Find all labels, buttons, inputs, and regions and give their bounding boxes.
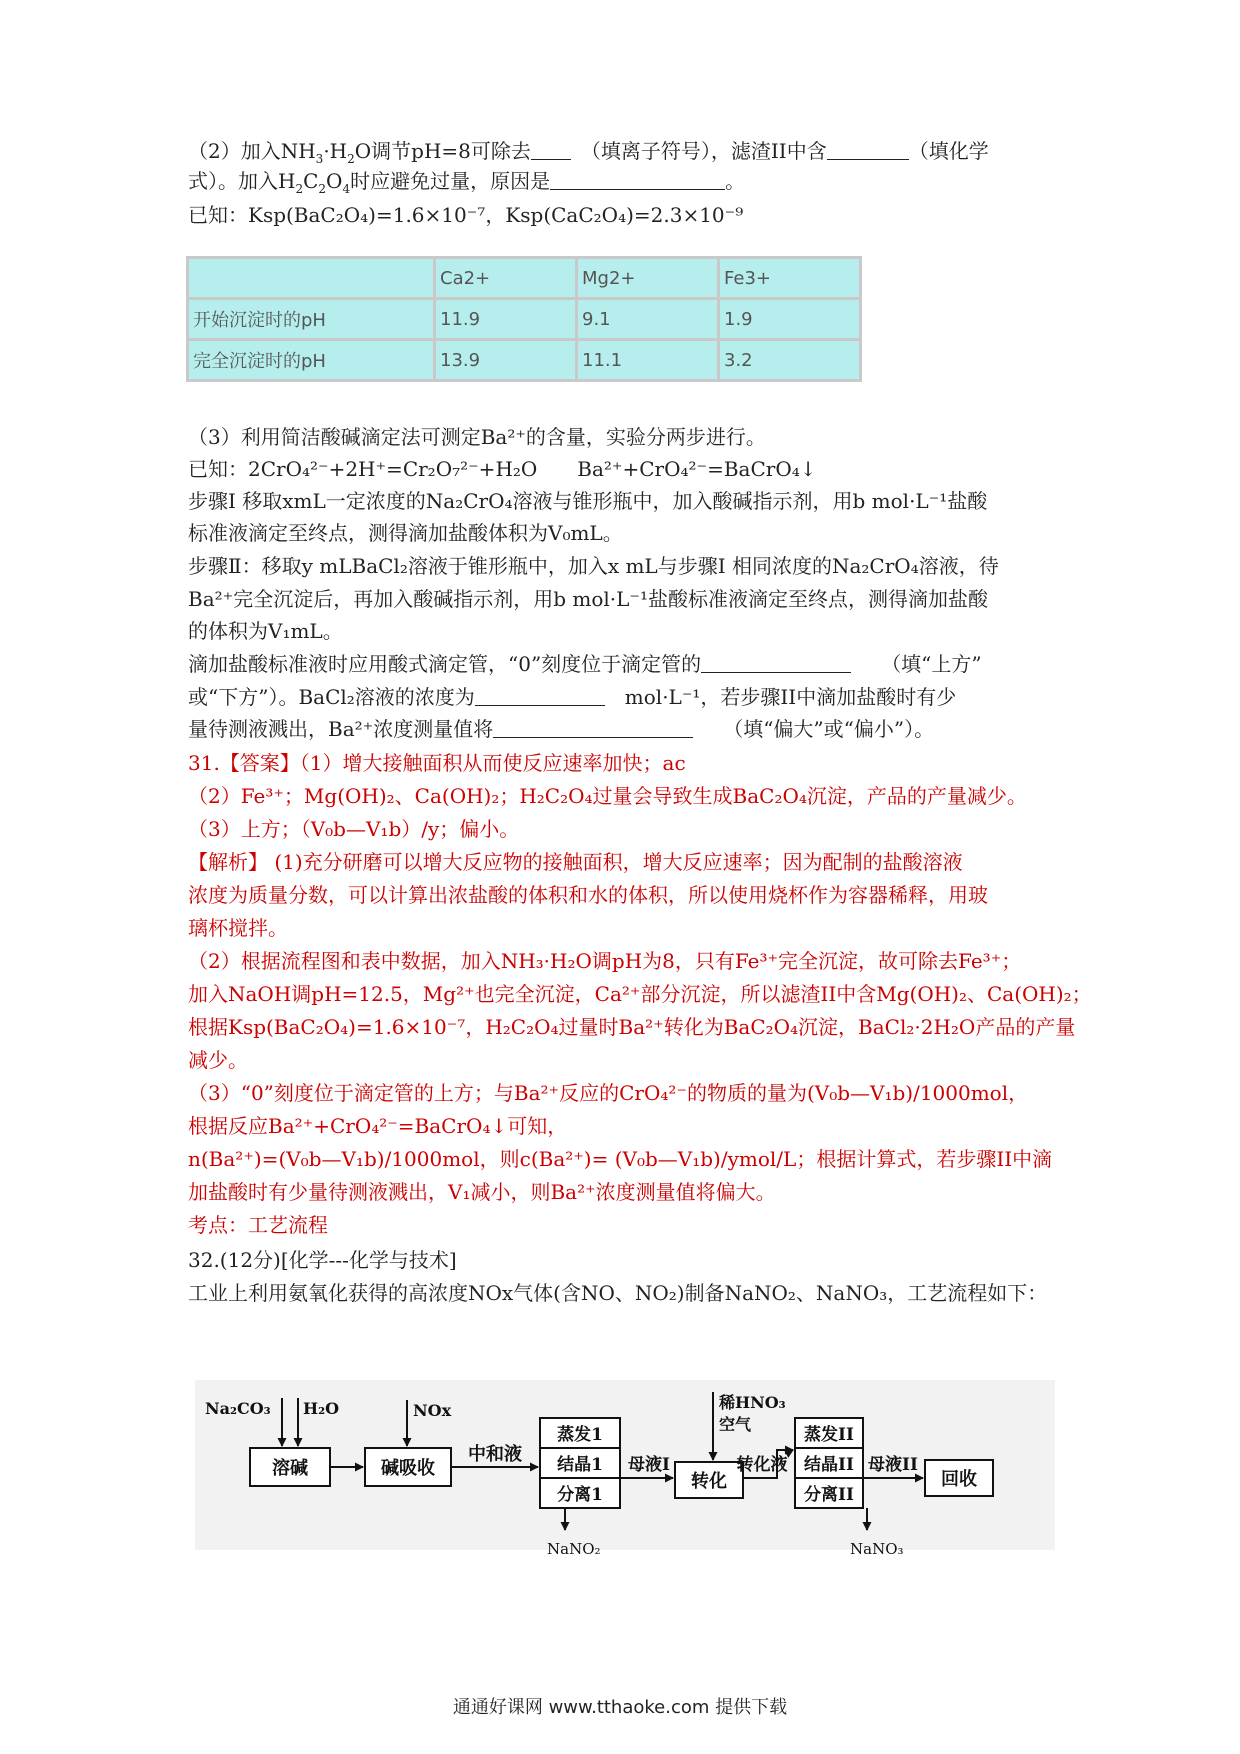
- label-jiejing1: 结晶1: [557, 1455, 603, 1475]
- q2-text: （填化学: [908, 139, 989, 163]
- table-header-row: [189, 259, 859, 297]
- q2-text: （填离子符号），滤渣II中含: [590, 139, 827, 163]
- kaodian-line: 考点：工艺流程: [188, 1213, 328, 1237]
- label-nano3: NaNO₃: [850, 1540, 904, 1558]
- q3-line-3: 步骤Ⅰ 移取xmL一定浓度的Na₂CrO₄溶液与锥形瓶中，加入酸碱指示剂，用b mol·L⁻¹盐酸: [188, 489, 988, 513]
- label-jianxishou: 碱吸收: [381, 1458, 435, 1479]
- label-jiejing2: 结晶II: [804, 1455, 854, 1475]
- label-zhuanhuaye: 转化液: [736, 1455, 788, 1475]
- table-cell: 完全沉淀时的pH: [189, 341, 433, 379]
- q32-intro: 工业上利用氨氧化获得的高浓度NOx气体(含NO、NO₂)制备NaNO₂、NaNO₃，工艺流程如下：: [188, 1281, 1048, 1305]
- q3-line-9: [188, 684, 956, 710]
- table-cell: [189, 259, 433, 297]
- table-cell: 13.9: [436, 341, 575, 379]
- analysis-line: 加入NaOH调pH=12.5，Mg²⁺也完全沉淀，Ca²⁺部分沉淀，所以滤渣II中含Mg(OH)₂、Ca(OH)₂；: [188, 982, 1092, 1006]
- label-kongqi: 空气: [719, 1415, 752, 1434]
- label-fenli1: 分离1: [557, 1485, 603, 1505]
- label-h2o: H₂O: [303, 1399, 340, 1418]
- label-zhengfa1: 蒸发1: [557, 1425, 603, 1445]
- analysis-line: 【解析】 (1)充分研磨可以增大反应物的接触面积，增大反应速率；因为配制的盐酸溶液: [188, 850, 963, 874]
- q3-line-7: 的体积为V₁mL。: [188, 619, 343, 643]
- label-na2co3: Na₂CO₃: [205, 1399, 271, 1418]
- q32-title: 32.(12分)[化学---化学与技术]: [188, 1248, 457, 1272]
- answer-blank[interactable]: [827, 139, 909, 160]
- analysis-line: 加盐酸时有少量待测液溅出，V₁减小，则Ba²⁺浓度测量值将偏大。: [188, 1180, 776, 1204]
- label-zhuanhua: 转化: [691, 1471, 727, 1492]
- table-cell: Mg2+: [578, 259, 717, 297]
- analysis-line: n(Ba²⁺)=(V₀b—V₁b)/1000mol，则c(Ba²⁺)= (V₀b—V₁b)/ymol/L；根据计算式，若步骤II中滴: [188, 1147, 1053, 1171]
- label-muye2: 母液II: [868, 1455, 918, 1475]
- table-cell: 3.2: [720, 341, 859, 379]
- analysis-line: 根据反应Ba²⁺+CrO₄²⁻=BaCrO₄↓可知，: [188, 1114, 568, 1138]
- label-nano2: NaNO₂: [547, 1540, 601, 1558]
- q3-line-2: 已知：2CrO₄²⁻+2H⁺=Cr₂O₇²⁻+H₂O Ba²⁺+CrO₄²⁻=BaCrO₄↓: [188, 457, 817, 481]
- answer-blank[interactable]: [493, 717, 693, 738]
- table-row: [189, 300, 859, 338]
- q2-text: 式）。加入H: [188, 169, 296, 193]
- label-nox: NOx: [413, 1401, 452, 1420]
- q3-text: mol·L⁻¹，若步骤II中滴加盐酸时有少: [624, 685, 957, 709]
- q2-text: O: [326, 169, 343, 193]
- answer-blank[interactable]: [475, 685, 605, 706]
- q2-line-2: 式）。加入$H_2C_2O_4$时应避免过量，原因是 。: [188, 169, 746, 196]
- q2-text: 。: [725, 169, 746, 193]
- q3-line-5: 步骤Ⅱ：移取y mLBaCl₂溶液于锥形瓶中，加入x mL与步骤Ⅰ 相同浓度的Na₂CrO₄溶液，待: [188, 554, 999, 578]
- ph-table: [186, 256, 862, 382]
- answer-blank[interactable]: [531, 139, 571, 160]
- answer-line: （3）上方；（V₀b—V₁b）/y；偏小。: [188, 817, 520, 841]
- q3-text: （填“偏大”或“偏小”）。: [733, 717, 935, 741]
- q3-text: 滴加盐酸标准液时应用酸式滴定管，“0”刻度位于滴定管的: [188, 652, 702, 676]
- table-cell: Fe3+: [720, 259, 859, 297]
- q2-line-1: （2）加入$NH_3\cdot H_2O$调节pH=8可除去 （填离子符号），滤渣II中含 （填化学: [188, 139, 989, 166]
- analysis-line: 浓度为质量分数，可以计算出浓盐酸的体积和水的体积，所以使用烧杯作为容器稀释，用玻: [188, 883, 988, 907]
- q3-line-10: [188, 716, 934, 742]
- q3-text: （填“上方”: [891, 652, 982, 676]
- q3-line-6: Ba²⁺完全沉淀后，再加入酸碱指示剂，用b mol·L⁻¹盐酸标准液滴定至终点，测得滴加盐酸: [188, 587, 988, 611]
- q2-text: 时应避免过量，原因是: [350, 169, 551, 193]
- label-zhengfa2: 蒸发II: [804, 1425, 854, 1445]
- q2-text: （2）加入NH: [188, 139, 316, 163]
- label-hno3: 稀HNO₃: [719, 1393, 786, 1412]
- answer-blank[interactable]: [701, 652, 851, 673]
- analysis-line: （3）“0”刻度位于滴定管的上方；与Ba²⁺反应的CrO₄²⁻的物质的量为(V₀b—V₁b)/1000mol，: [188, 1081, 1029, 1105]
- label-muye1: 母液I: [628, 1455, 670, 1475]
- answer-line: 31.【答案】（1）增大接触面积从而使反应速率加快；ac: [188, 751, 686, 775]
- table-cell: Ca2+: [436, 259, 575, 297]
- analysis-line: 璃杯搅拌。: [188, 916, 288, 940]
- table-cell: 9.1: [578, 300, 717, 338]
- analysis-line: （2）根据流程图和表中数据，加入NH₃·H₂O调pH为8，只有Fe³⁺完全沉淀，故可除去Fe³⁺；: [188, 949, 1022, 973]
- label-rongjian: 溶碱: [272, 1458, 308, 1479]
- table-cell: 1.9: [720, 300, 859, 338]
- table-cell: 11.1: [578, 341, 717, 379]
- analysis-line: 减少。: [188, 1048, 248, 1072]
- answer-blank[interactable]: [550, 169, 725, 190]
- q2-text: O调节pH=8可除去: [354, 139, 531, 163]
- table-cell: 11.9: [436, 300, 575, 338]
- answer-line: （2）Fe³⁺；Mg(OH)₂、Ca(OH)₂；H₂C₂O₄过量会导致生成BaC₂O₄沉淀，产品的产量减少。: [188, 784, 1027, 808]
- q3-line-8: [188, 651, 982, 677]
- table-row: [189, 341, 859, 379]
- ksp-line: 已知：Ksp(BaC₂O₄)=1.6×10⁻⁷，Ksp(CaC₂O₄)=2.3×10⁻⁹: [188, 203, 744, 227]
- q2-text: C: [303, 169, 319, 193]
- q3-line-1: （3）利用简洁酸碱滴定法可测定Ba²⁺的含量，实验分两步进行。: [188, 425, 766, 449]
- q3-text: 量待测液溅出，Ba²⁺浓度测量值将: [188, 717, 494, 741]
- label-huishou: 回收: [941, 1469, 977, 1490]
- footer-credit: 通通好课网 www.tthaoke.com 提供下载: [452, 1697, 788, 1718]
- label-fenli2: 分离II: [804, 1485, 854, 1505]
- label-zhonghe: 中和液: [468, 1444, 522, 1465]
- q2-text: ·H: [323, 139, 348, 163]
- analysis-line: 根据Ksp(BaC₂O₄)=1.6×10⁻⁷，H₂C₂O₄过量时Ba²⁺转化为BaC₂O₄沉淀，BaCl₂·2H₂O产品的产量: [188, 1015, 1076, 1039]
- table-cell: 开始沉淀时的pH: [189, 300, 433, 338]
- q3-line-4: 标准液滴定至终点，测得滴加盐酸体积为V₀mL。: [188, 521, 623, 545]
- q3-text: 或“下方”）。BaCl₂溶液的浓度为: [188, 685, 475, 709]
- process-flow-diagram: [195, 1380, 1065, 1560]
